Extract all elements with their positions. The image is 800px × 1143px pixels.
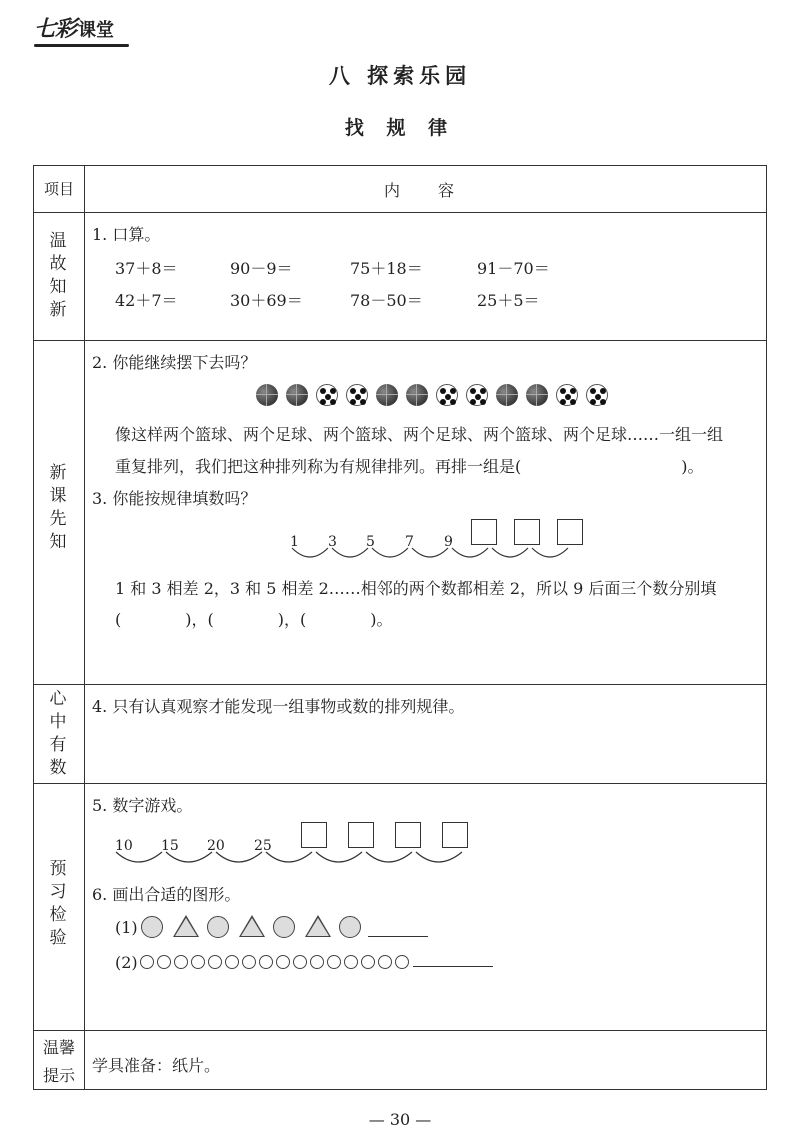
q3-number: 3 [328, 534, 337, 550]
q5-answer-box[interactable] [442, 822, 468, 848]
q4-text: 4. 只有认真观察才能发现一组事物或数的排列规律。 [92, 697, 465, 716]
q6-answer-line-2[interactable] [413, 966, 493, 967]
soccer-ball-icon [556, 384, 578, 406]
q3-title: 3. 你能按规律填数吗？ [92, 489, 257, 508]
small-circle-shape [191, 955, 205, 969]
soccer-patch [570, 388, 576, 394]
q5-answer-box[interactable] [395, 822, 421, 848]
q2-title: 2. 你能继续摆下去吗？ [92, 353, 257, 372]
small-circle-shape [259, 955, 273, 969]
basketball-icon [256, 384, 278, 406]
q1-expr: 90－9＝ [230, 259, 293, 278]
arc-arrow [316, 852, 362, 862]
arc-arrow [412, 548, 448, 557]
q5-number: 20 [207, 838, 225, 854]
section-label-preview-check: 预习检验 [49, 859, 69, 948]
q3-number: 1 [290, 534, 299, 550]
soccer-patch [470, 399, 476, 405]
column-divider [84, 166, 85, 1089]
soccer-patch [600, 388, 606, 394]
row-divider [34, 212, 766, 213]
small-circle-shape [157, 955, 171, 969]
soccer-patch [440, 388, 446, 394]
q3-number: 7 [405, 534, 414, 550]
circle-shape [141, 916, 163, 938]
triangle-shape [239, 915, 265, 937]
q6-label-1: (1) [115, 918, 138, 937]
basketball-icon [496, 384, 518, 406]
triangle-shape [305, 915, 331, 937]
lesson-title: 找 规 律 [344, 117, 456, 139]
q3-answer-box[interactable] [514, 519, 540, 545]
arc-arrow [332, 548, 368, 557]
small-circle-shape [293, 955, 307, 969]
small-circle-shape [242, 955, 256, 969]
q6-title: 6. 画出合适的图形。 [92, 885, 241, 904]
q3-answer-box[interactable] [471, 519, 497, 545]
soccer-patch [330, 388, 336, 394]
q1-expr: 42＋7＝ [115, 291, 178, 310]
soccer-patch [450, 399, 456, 405]
q6-answer-line-1[interactable] [368, 936, 428, 937]
arc-arrow [452, 548, 488, 557]
section-label-tip-2: 提示 [42, 1066, 75, 1085]
soccer-patch [350, 388, 356, 394]
small-circle-shape [310, 955, 324, 969]
basketball-icon [406, 384, 428, 406]
section-label-tip-1: 温馨 [42, 1038, 75, 1057]
soccer-patch [590, 399, 596, 405]
soccer-patch [560, 399, 566, 405]
small-circle-shape [225, 955, 239, 969]
q3-number: 9 [444, 534, 453, 550]
row-divider [34, 783, 766, 784]
row-divider [34, 684, 766, 685]
section-label-key-points: 心中有数 [49, 689, 69, 778]
row-divider [34, 1030, 766, 1031]
logo-text: 课堂 [78, 20, 115, 41]
q1-expr: 37＋8＝ [115, 259, 178, 278]
q3-explanation-line2: ( )，( )，( )。 [115, 610, 393, 629]
arc-arrow [366, 852, 412, 862]
soccer-patch [320, 388, 326, 394]
small-circle-shape [344, 955, 358, 969]
soccer-patch [590, 388, 596, 394]
circle-shape [339, 916, 361, 938]
arc-arrow [266, 852, 312, 862]
arc-arrow [416, 852, 462, 862]
soccer-patch [570, 399, 576, 405]
soccer-patch [330, 399, 336, 405]
q1-title: 1. 口算。 [92, 225, 161, 244]
circle-shape [207, 916, 229, 938]
small-circle-shape [174, 955, 188, 969]
soccer-patch [440, 399, 446, 405]
q1-expr: 25＋5＝ [477, 291, 540, 310]
tip-text: 学具准备：纸片。 [92, 1056, 221, 1075]
soccer-patch [320, 399, 326, 405]
q1-expr: 75＋18＝ [350, 259, 423, 278]
q5-title: 5. 数字游戏。 [92, 796, 193, 815]
small-circle-shape [395, 955, 409, 969]
q5-answer-box[interactable] [348, 822, 374, 848]
q2-explanation-line1: 像这样两个篮球、两个足球、两个篮球、两个足球、两个篮球、两个足球……一组一组 [115, 425, 724, 444]
q5-number: 10 [115, 838, 133, 854]
soccer-patch [360, 399, 366, 405]
logo-underline [34, 44, 129, 47]
soccer-patch [360, 388, 366, 394]
soccer-patch [450, 388, 456, 394]
q3-number: 5 [366, 534, 375, 550]
small-circle-shape [327, 955, 341, 969]
small-circle-shape [361, 955, 375, 969]
q1-expr: 78－50＝ [350, 291, 423, 310]
q3-answer-box[interactable] [557, 519, 583, 545]
brand-logo [34, 12, 114, 43]
soccer-patch [480, 388, 486, 394]
q2-explanation-line2: 重复排列，我们把这种排列称为有规律排列。再排一组是( )。 [115, 457, 704, 476]
soccer-ball-icon [466, 384, 488, 406]
section-label-new-lesson: 新课先知 [49, 463, 69, 552]
circle-shape [273, 916, 295, 938]
small-circle-shape [140, 955, 154, 969]
basketball-icon [526, 384, 548, 406]
arc-arrow [372, 548, 408, 557]
row-divider [34, 340, 766, 341]
soccer-ball-icon [346, 384, 368, 406]
small-circle-shape [208, 955, 222, 969]
q6-label-2: (2) [115, 953, 138, 972]
page-number: — 30 — [368, 1110, 432, 1129]
logo-script: 七彩 [34, 17, 77, 42]
soccer-ball-icon [436, 384, 458, 406]
q5-number: 15 [161, 838, 179, 854]
q5-answer-box[interactable] [301, 822, 327, 848]
q1-expr: 30＋69＝ [230, 291, 303, 310]
soccer-patch [470, 388, 476, 394]
header-content: 内 容 [384, 181, 457, 200]
q1-expr: 91－70＝ [477, 259, 550, 278]
soccer-patch [480, 399, 486, 405]
arc-arrow [532, 548, 568, 557]
arc-arrow [492, 548, 528, 557]
soccer-patch [350, 399, 356, 405]
q3-explanation-line1: 1 和 3 相差 2，3 和 5 相差 2……相邻的两个数都相差 2，所以 9 后面三个数分别填 [115, 579, 717, 598]
small-circle-shape [378, 955, 392, 969]
triangle-shape [173, 915, 199, 937]
basketball-icon [286, 384, 308, 406]
soccer-ball-icon [586, 384, 608, 406]
soccer-patch [560, 388, 566, 394]
soccer-ball-icon [316, 384, 338, 406]
soccer-patch [600, 399, 606, 405]
small-circle-shape [276, 955, 290, 969]
basketball-icon [376, 384, 398, 406]
unit-title: 八 探索乐园 [328, 63, 472, 88]
header-item: 项目 [43, 180, 74, 198]
q5-number: 25 [254, 838, 272, 854]
section-label-review: 温故知新 [49, 231, 69, 320]
